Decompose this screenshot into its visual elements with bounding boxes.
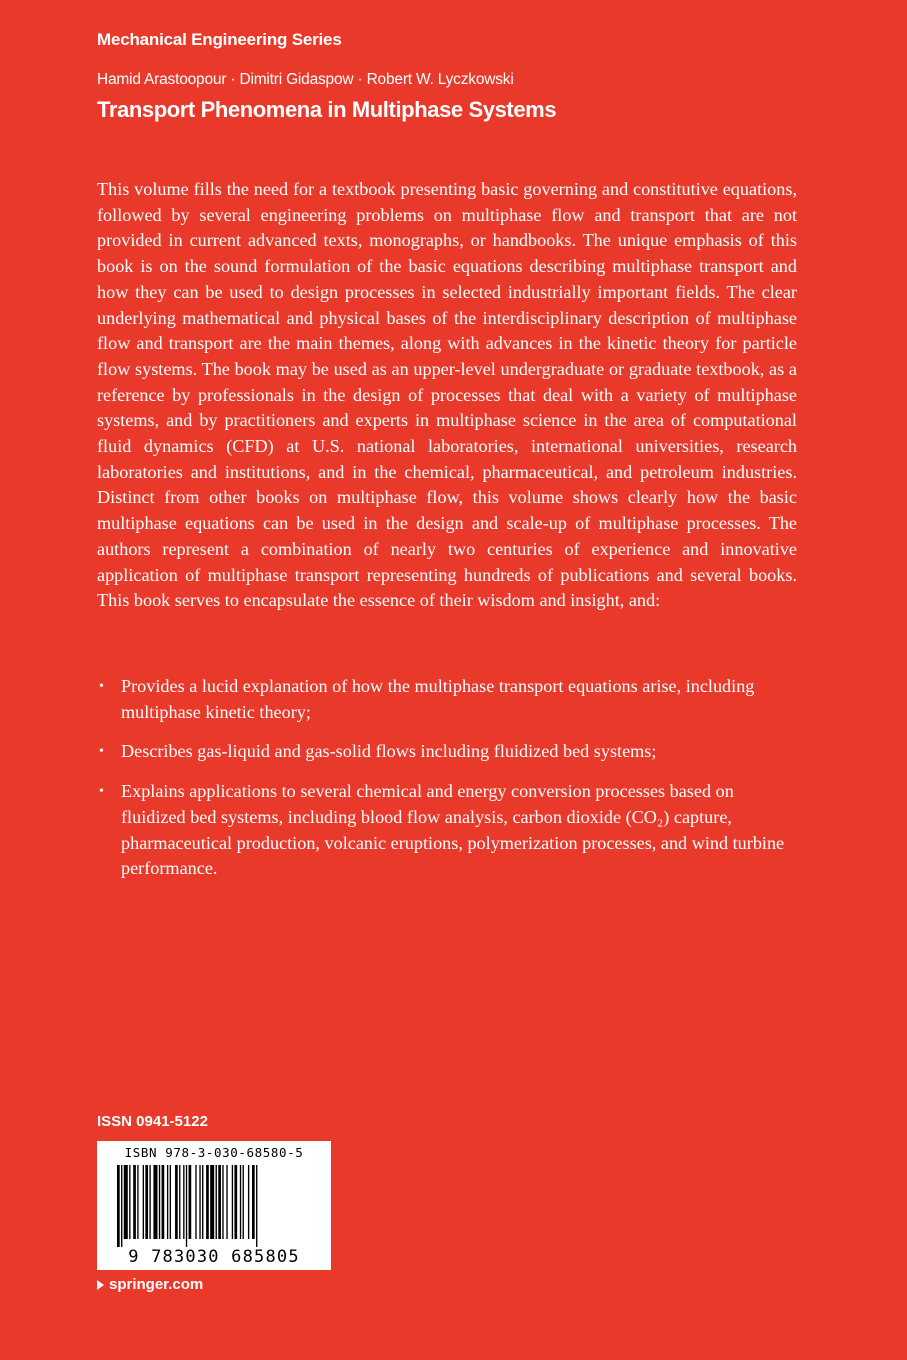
barcode-bar — [232, 1165, 233, 1239]
barcode-bar — [248, 1165, 249, 1239]
barcode-bar — [189, 1165, 192, 1239]
barcode-bar — [124, 1165, 128, 1239]
barcode-bar — [145, 1165, 148, 1239]
barcode-bar — [153, 1165, 157, 1239]
issn-label: ISSN 0941-5122 — [97, 1113, 208, 1130]
barcode-bar — [167, 1165, 168, 1239]
barcode-bar — [159, 1165, 160, 1239]
barcode-bar — [256, 1165, 257, 1247]
book-title: Transport Phenomena in Multiphase Systems — [97, 97, 557, 122]
series-name: Mechanical Engineering Series — [97, 30, 342, 49]
ean-digits: 9 783030 685805 — [97, 1247, 331, 1267]
barcode-bar — [240, 1165, 241, 1239]
barcode-bar — [162, 1165, 165, 1239]
barcode-bar — [179, 1165, 180, 1239]
author-list: Hamid Arastoopour · Dimitri Gidaspow · Robert W. Lyczkowski — [97, 71, 514, 88]
feature-item: • Describes gas-liquid and gas-solid flows including fluidized bed systems; — [97, 739, 797, 765]
barcode-bar — [186, 1165, 187, 1247]
barcode-bar — [170, 1165, 171, 1239]
feature-item: • Explains applications to several chemical and energy conversion processes based on fluidized bed systems, including blood flow analysis, carbon dioxide (CO₂) capture, pharmaceutical production, volcanic eruptions, polymerization processes, and wind turbine performance. — [97, 779, 797, 882]
barcode-box — [97, 1141, 331, 1270]
barcode-bar — [222, 1165, 223, 1239]
barcode-bar — [226, 1165, 227, 1239]
arrow-right-icon — [97, 1280, 104, 1290]
publisher-link[interactable] — [97, 1276, 203, 1293]
feature-item: • Provides a lucid explanation of how the multiphase transport equations arise, including multiphase kinetic theory; — [97, 674, 797, 725]
barcode-bar — [216, 1165, 217, 1239]
feature-list — [97, 674, 797, 896]
barcode-bar — [175, 1165, 178, 1239]
barcode-bar — [206, 1165, 209, 1239]
barcode-bar — [137, 1165, 138, 1239]
barcode-bar — [210, 1165, 214, 1239]
barcode-bar — [218, 1165, 221, 1239]
barcode-bar — [202, 1165, 203, 1239]
barcode-bar — [243, 1165, 244, 1239]
barcode-bar — [149, 1165, 150, 1239]
barcode-icon — [117, 1165, 311, 1247]
barcode-bar — [199, 1165, 200, 1239]
barcode-bar — [143, 1165, 144, 1239]
publisher-url: springer.com — [109, 1276, 204, 1293]
barcode-bar — [129, 1165, 130, 1239]
book-description — [97, 177, 797, 614]
barcode-bar — [121, 1165, 122, 1247]
barcode-bar — [183, 1165, 184, 1239]
isbn-label: ISBN 978-3-030-68580-5 — [124, 1145, 304, 1160]
barcode-bar — [234, 1165, 237, 1239]
barcode-bar — [195, 1165, 196, 1239]
description-paragraph: This volume fills the need for a textbook presenting basic governing and constitutive equations, followed by several engineering problems on multiphase flow and transport that are not provided in current advanced texts, monographs, or handbooks. The unique emphasis of this book is on the sound formulation of the basic equations describing multiphase transport and how they can be used to design processes in selected industrially important fields. The clear underlying mathematical and physical bases of the interdisciplinary description of multiphase flow and transport are the main themes, along with advances in the kinetic theory for particle flow systems. The book may be used as an upper-level undergraduate or graduate textbook, as a reference by professionals in the design of processes that deal with a variety of multiphase systems, and by practitioners and experts in multiphase science in the area of computational fluid dynamics (CFD) at U.S. national laboratories, international universities, research laboratories and institutions, and in the chemical, pharmaceutical, and petroleum industries. Distinct from other books on multiphase flow, this volume shows clearly how the basic multiphase equations can be used in the design and scale-up of multiphase processes. The authors represent a combination of nearly two centuries of experience and innovative application of multiphase transport representing hundreds of publications and several books. This book serves to encapsulate the essence of their wisdom and insight, and: — [97, 179, 797, 611]
barcode-bar — [133, 1165, 136, 1239]
barcode-bar — [252, 1165, 255, 1239]
barcode-bar — [117, 1165, 120, 1247]
